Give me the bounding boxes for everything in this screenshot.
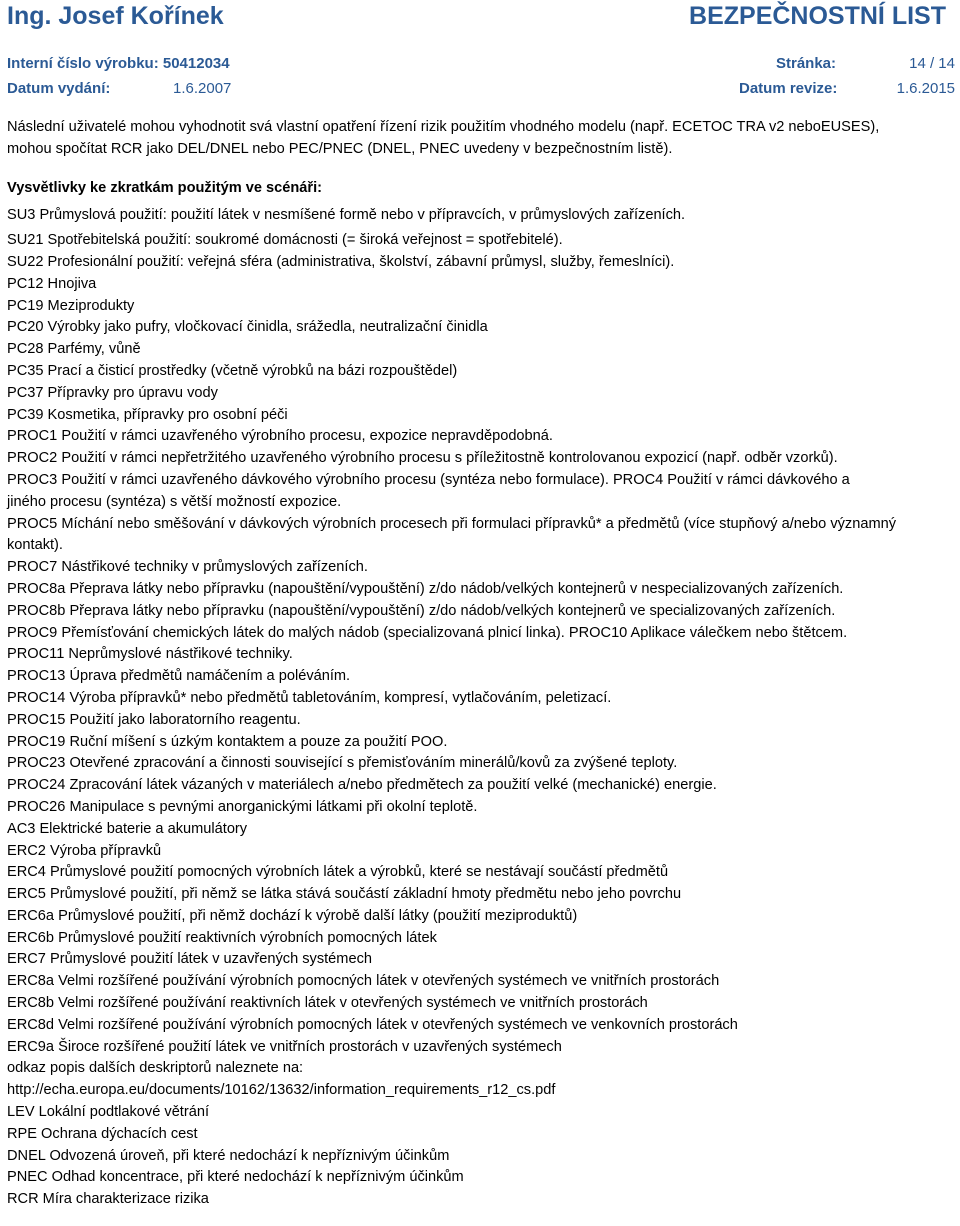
list-item: kontakt).	[7, 537, 63, 554]
issue-date-label: Datum vydání:	[7, 80, 111, 97]
list-item: PROC26 Manipulace s pevnými anorganickými látkami při okolní teplotě.	[7, 798, 478, 815]
list-item: AC3 Elektrické baterie a akumulátory	[7, 820, 248, 837]
list-item: SU21 Spotřebitelská použití: soukromé domácnosti (= široká veřejnost = spotřebitelé).	[7, 232, 563, 249]
list-item: PROC8b Přeprava látky nebo přípravku (napouštění/vypouštění) z/do nádob/velkých kontejnerů ve specializovaných zařízeních.	[7, 602, 836, 619]
company-name: Ing. Josef Kořínek	[7, 2, 224, 30]
list-item: PROC24 Zpracování látek vázaných v materiálech a/nebo předmětech za použití velké (mechanické) energie.	[7, 777, 717, 794]
list-item: ERC6b Průmyslové použití reaktivních výrobních pomocných látek	[7, 929, 437, 946]
document-body	[7, 117, 955, 1211]
list-item: ERC8b Velmi rozšířené používání reaktivních látek v otevřených systémech ve vnitřních prostorách	[7, 995, 648, 1012]
list-item: PC12 Hnojiva	[7, 275, 97, 292]
list-item: PROC9 Přemísťování chemických látek do malých nádob (specializovaná plnicí linka). PROC10 Aplikace válečkem nebo štětcem.	[7, 624, 848, 641]
list-item: SU3 Průmyslová použití: použití látek v nesmíšené formě nebo v přípravcích, v průmyslových zařízeních.	[7, 207, 686, 224]
revision-date-value: 1.6.2015	[896, 80, 955, 97]
issue-date-value: 1.6.2007	[173, 80, 232, 97]
list-item: PROC2 Použití v rámci nepřetržitého uzavřeného výrobního procesu s příležitostně kontrolovanou expozicí (např. odběr vzorků).	[7, 450, 838, 467]
list-item: PNEC Odhad koncentrace, při které nedochází k nepříznivým účinkům	[7, 1169, 464, 1186]
list-item: RCR Míra charakterizace rizika	[7, 1191, 209, 1208]
intro-line: mohou spočítat RCR jako DEL/DNEL nebo PEC/PNEC (DNEL, PNEC uvedeny v bezpečnostním listě).	[7, 140, 673, 157]
list-item: RPE Ochrana dýchacích cest	[7, 1125, 198, 1142]
list-item: ERC8d Velmi rozšířené používání výrobních pomocných látek v otevřených systémech ve venkovních prostorách	[7, 1016, 738, 1033]
list-item: jiného procesu (syntéza) s větší možností expozice.	[7, 493, 342, 510]
page-label: Stránka:	[776, 55, 837, 72]
list-item: DNEL Odvozená úroveň, při které nedochází k nepříznivým účinkům	[7, 1147, 450, 1164]
intro-line: Následní uživatelé mohou vyhodnotit svá vlastní opatření řízení rizik použitím vhodného modelu (např. ECETOC TRA v2 neboEUSES),	[7, 119, 880, 135]
list-item: LEV Lokální podtlakové větrání	[7, 1104, 210, 1121]
revision-date-label: Datum revize:	[739, 80, 838, 97]
list-item: PROC1 Použití v rámci uzavřeného výrobního procesu, expozice nepravděpodobná.	[7, 428, 553, 445]
list-item: PROC15 Použití jako laboratorního reagentu.	[7, 711, 301, 728]
list-item: PROC5 Míchání nebo směšování v dávkových výrobních procesech při formulaci přípravků* a předmětů (více stupňový a/nebo významný	[7, 515, 897, 532]
list-item: PC39 Kosmetika, přípravky pro osobní péči	[7, 406, 288, 423]
list-item: PC20 Výrobky jako pufry, vločkovací činidla, srážedla, neutralizační činidla	[7, 319, 488, 336]
list-item: ERC9a Široce rozšířené použití látek ve vnitřních prostorách v uzavřených systémech	[7, 1038, 562, 1055]
list-item: PROC23 Otevřené zpracování a činnosti související s přemisťováním minerálů/kovů za zvýšené teploty.	[7, 755, 678, 772]
product-number: Interní číslo výrobku: 50412034	[7, 55, 230, 72]
list-item: ERC7 Průmyslové použití látek v uzavřených systémech	[7, 951, 372, 968]
list-item: PROC13 Úprava předmětů namáčením a poléváním.	[7, 668, 351, 685]
list-item: odkaz popis dalších deskriptorů naleznete na:	[7, 1060, 304, 1077]
list-item: ERC5 Průmyslové použití, při němž se látka stává součástí základní hmoty předmětu nebo jeho povrchu	[7, 886, 682, 903]
list-item: ERC2 Výroba přípravků	[7, 842, 162, 859]
list-item: PC28 Parfémy, vůně	[7, 341, 141, 358]
list-item: PROC19 Ruční míšení s úzkým kontaktem a pouze za použití POO.	[7, 733, 448, 750]
list-item: ERC4 Průmyslové použití pomocných výrobních látek a výrobků, které se nestávají součástí předmětů	[7, 864, 669, 881]
list-item: PC35 Prací a čisticí prostředky (včetně výrobků na bázi rozpouštědel)	[7, 362, 458, 379]
list-item: ERC6a Průmyslové použití, při němž dochází k výrobě další látky (použití meziproduktů)	[7, 907, 578, 924]
list-item: PROC14 Výroba přípravků* nebo předmětů tabletováním, kompresí, vytlačováním, peletizací.	[7, 689, 612, 706]
list-item: PROC8a Přeprava látky nebo přípravku (napouštění/vypouštění) z/do nádob/velkých kontejnerů v nespecializovaných zařízeních.	[7, 580, 844, 597]
list-item: PROC3 Použití v rámci uzavřeného dávkového výrobního procesu (syntéza nebo formulace). PROC4 Použití v rámci dávkového a	[7, 471, 850, 488]
document-title: BEZPEČNOSTNÍ LIST	[689, 2, 946, 30]
su-list	[7, 205, 955, 273]
list-item: PROC7 Nástřikové techniky v průmyslových zařízeních.	[7, 559, 368, 576]
abbreviation-list	[7, 274, 955, 1211]
list-item: ERC8a Velmi rozšířené používání výrobních pomocných látek v otevřených systémech ve vnitřních prostorách	[7, 973, 720, 990]
section-title: Vysvětlivky ke zkratkám použitým ve scénáři:	[7, 179, 323, 196]
list-item: SU22 Profesionální použití: veřejná sféra (administrativa, školství, zábavní průmysl, služby, řemeslníci).	[7, 253, 675, 270]
list-item: PROC11 Neprůmyslové nástřikové techniky.	[7, 646, 293, 663]
list-item: PC19 Meziprodukty	[7, 297, 135, 314]
list-item: http://echa.europa.eu/documents/10162/13632/information_requirements_r12_cs.pdf	[7, 1082, 556, 1099]
list-item: PC37 Přípravky pro úpravu vody	[7, 384, 218, 401]
page-value: 14 / 14	[909, 55, 955, 72]
